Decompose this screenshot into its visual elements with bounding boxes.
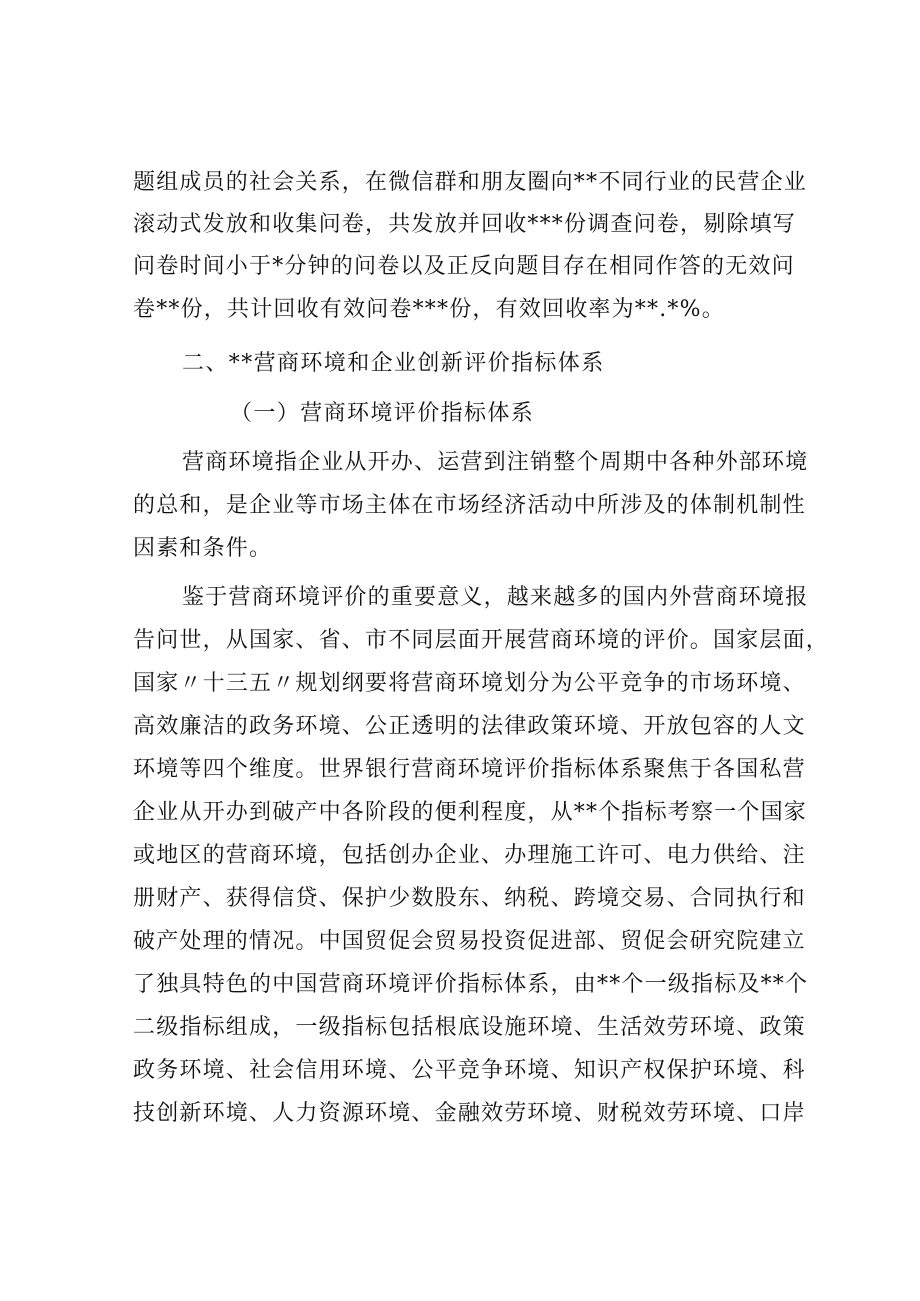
paragraph-line: 问卷时间小于*分钟的问卷以及正反向题目存在相同作答的无效问 — [133, 254, 795, 279]
paragraph-line: 册财产、获得信贷、保护少数股东、纳税、跨境交易、合同执行和 — [133, 886, 806, 911]
paragraph-line: 鉴于营商环境评价的重要意义，越来越多的国内外营商环境报 — [182, 585, 809, 610]
paragraph-line: 告问世，从国家、省、市不同层面开展营商环境的评价。国家层面， — [133, 628, 830, 653]
paragraph-line: 政务环境、社会信用环境、公平竞争环境、知识产权保护环境、科 — [133, 1058, 806, 1083]
paragraph-line: 高效廉洁的政务环境、公正透明的法律政策环境、开放包容的人文 — [133, 714, 806, 739]
paragraph-line: 国家〃十三五〃规划纲要将营商环境划分为公平竞争的市场环境、 — [133, 671, 806, 696]
paragraph-line: 营商环境指企业从开办、运营到注销整个周期中各种外部环境 — [182, 450, 809, 475]
paragraph-line: 因素和条件。 — [133, 536, 273, 561]
paragraph-line: 滚动式发放和收集问卷，共发放并回收***份调查问卷，剔除填写 — [133, 212, 797, 237]
paragraph-line: 题组成员的社会关系，在微信群和朋友圈向**不同行业的民营企业 — [133, 170, 808, 195]
paragraph-line: 环境等四个维度。世界银行营商环境评价指标体系聚焦于各国私营 — [133, 757, 806, 782]
paragraph-line: 的总和，是企业等市场主体在市场经济活动中所涉及的体制机制性 — [133, 493, 806, 518]
section-heading: 二、**营商环境和企业创新评价指标体系 — [182, 351, 605, 376]
paragraph-line: 了独具特色的中国营商环境评价指标体系，由**个一级指标及**个 — [133, 972, 809, 997]
paragraph-line: 技创新环境、人力资源环境、金融效劳环境、财税效劳环境、口岸 — [133, 1101, 806, 1126]
paragraph-line: 破产处理的情况。中国贸促会贸易投资促进部、贸促会研究院建立 — [133, 929, 806, 954]
paragraph-line: 卷**份，共计回收有效问卷***份，有效回收率为**.*%。 — [133, 297, 725, 322]
paragraph-line: 或地区的营商环境，包括创办企业、办理施工许可、电力供给、注 — [133, 843, 806, 868]
subsection-heading: （一）营商环境评价指标体系 — [230, 401, 535, 426]
paragraph-line: 企业从开办到破产中各阶段的便利程度，从**个指标考察一个国家 — [133, 800, 808, 825]
paragraph-line: 二级指标组成，一级指标包括根底设施环境、生活效劳环境、政策 — [133, 1015, 806, 1040]
